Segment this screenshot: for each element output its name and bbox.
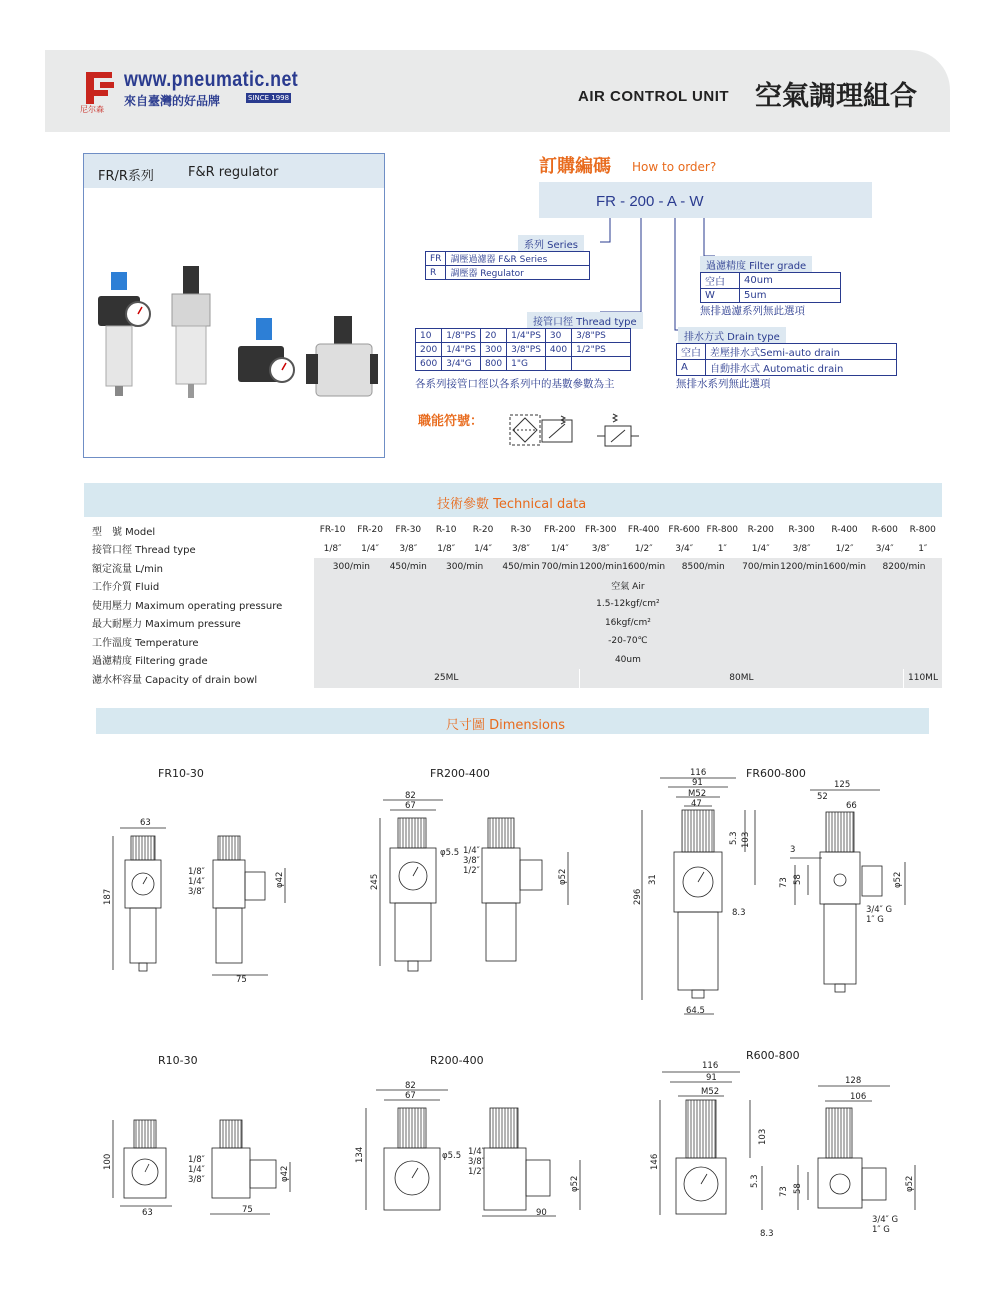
thread-cell: 1/4"PS bbox=[442, 343, 481, 357]
tech-cell: 3/8″ bbox=[399, 543, 418, 554]
dim-text: 66 bbox=[846, 801, 857, 811]
order-code: FR - 200 - A - W bbox=[596, 193, 704, 210]
dim-text: 128 bbox=[845, 1076, 862, 1086]
dim-text: 1/2″ bbox=[468, 1167, 485, 1177]
dim-text: 5.3 bbox=[729, 831, 739, 845]
tech-cell: 1600/min bbox=[823, 558, 866, 577]
dim-label-fr600: FR600-800 bbox=[746, 767, 806, 780]
tech-cell: 1/2″ bbox=[835, 543, 854, 554]
dim-text: 116 bbox=[702, 1061, 719, 1071]
tech-cell: R-300 bbox=[788, 525, 815, 536]
dim-text: φ52 bbox=[905, 1175, 915, 1192]
fr600-dims bbox=[633, 768, 903, 1016]
tech-cell: 40um bbox=[314, 651, 942, 670]
product-series-zh: FR/R系列 bbox=[98, 169, 154, 184]
dim-text: 1/2″ bbox=[463, 866, 480, 876]
dim-text: 3/4″ G bbox=[866, 905, 893, 915]
dim-label-r10: R10-30 bbox=[158, 1054, 198, 1067]
tech-cell: R-20 bbox=[472, 525, 494, 536]
dim-text: 100 bbox=[103, 1153, 113, 1170]
dim-text: 125 bbox=[834, 780, 851, 790]
dim-text: 1/4″ bbox=[188, 1165, 205, 1175]
tech-cell: FR-400 bbox=[627, 525, 660, 536]
tech-cell: 450/min bbox=[502, 558, 541, 577]
dim-text: φ5.5 bbox=[442, 1151, 462, 1161]
filter-code: 空白 bbox=[701, 273, 740, 289]
dim-text: 75 bbox=[236, 975, 247, 985]
thread-cell: 400 bbox=[545, 343, 571, 357]
dim-text: φ52 bbox=[570, 1175, 580, 1192]
dim-text: 67 bbox=[405, 801, 416, 811]
tech-cell: 3/4″ bbox=[675, 543, 694, 554]
tech-cell: FR-800 bbox=[706, 525, 739, 536]
tech-cell: 700/min bbox=[540, 558, 579, 577]
tech-cell: 110ML bbox=[903, 669, 942, 688]
dim-text: 3/8″ bbox=[463, 856, 480, 866]
tech-cell: 8200/min bbox=[866, 558, 942, 577]
tech-cell: 3/8″ bbox=[591, 543, 610, 554]
product-series-en: F&R regulator bbox=[188, 165, 279, 180]
tech-cell: FR-30 bbox=[395, 525, 422, 536]
dim-text: 82 bbox=[405, 1081, 416, 1091]
thread-cell: 1/4"PS bbox=[507, 329, 546, 343]
dim-text: 91 bbox=[706, 1073, 717, 1083]
dim-text: 103 bbox=[758, 1128, 768, 1145]
dimensions-title: 尺寸圖 Dimensions bbox=[446, 718, 566, 733]
tech-cell: 1/4″ bbox=[474, 543, 492, 554]
fr600-drawing bbox=[642, 778, 905, 1014]
drain-code: A bbox=[677, 360, 706, 376]
tech-cell: 1/8″ bbox=[323, 543, 342, 554]
dim-text: 134 bbox=[355, 1146, 365, 1163]
dim-text: φ42 bbox=[275, 871, 285, 888]
dim-label-r200: R200-400 bbox=[430, 1054, 484, 1067]
r10-dims bbox=[103, 1154, 290, 1218]
site-url: www.pneumatic.net bbox=[124, 68, 299, 91]
tech-row-label: 額定流量 L/min bbox=[92, 563, 163, 575]
tech-cell: 16kgf/cm² bbox=[314, 614, 942, 633]
dim-text: 91 bbox=[692, 778, 703, 788]
dim-text: M52 bbox=[701, 1087, 720, 1097]
drain-note: 無排水系列無此選項 bbox=[676, 378, 771, 390]
header-title-zh: 空氣調理組合 bbox=[755, 81, 917, 112]
tech-cell: 1/4″ bbox=[550, 543, 569, 554]
tech-cell: 1/4″ bbox=[751, 543, 770, 554]
thread-cell: 10 bbox=[416, 329, 442, 343]
tech-cell: R-200 bbox=[747, 525, 774, 536]
thread-cell: 200 bbox=[416, 343, 442, 357]
dim-text: φ42 bbox=[280, 1165, 290, 1182]
tech-cell: R-30 bbox=[510, 525, 532, 536]
drain-label: 排水方式 Drain type bbox=[678, 327, 786, 344]
fr200-drawing bbox=[380, 800, 568, 971]
tech-cell: R-800 bbox=[909, 525, 936, 536]
logo-caption: 尼尔森 bbox=[80, 105, 104, 114]
dim-text: 1/8″ bbox=[188, 867, 205, 877]
tech-cell: 3/4″ bbox=[875, 543, 894, 554]
series-code: FR bbox=[426, 252, 446, 266]
tech-cell: 1.5-12kgf/cm² bbox=[314, 595, 942, 614]
dim-text: 3 bbox=[790, 845, 796, 855]
tech-row-label: 型 號 Model bbox=[92, 526, 156, 538]
dim-text: 3/8″ bbox=[188, 887, 205, 897]
tech-cell: 25ML bbox=[314, 669, 579, 688]
dim-text: 3/8″ bbox=[468, 1157, 485, 1167]
dim-text: 187 bbox=[103, 888, 113, 905]
thread-cell: 1/8"PS bbox=[442, 329, 481, 343]
thread-cell: 20 bbox=[480, 329, 506, 343]
dim-text: 5.3 bbox=[750, 1174, 760, 1188]
tech-row-label: 最大耐壓力 Maximum pressure bbox=[92, 619, 241, 631]
dim-text: 8.3 bbox=[760, 1229, 774, 1239]
r200-dims bbox=[355, 1081, 580, 1218]
dim-text: 58 bbox=[793, 874, 803, 885]
thread-label: 接管口徑 Thread type bbox=[527, 312, 643, 329]
dim-text: 67 bbox=[405, 1091, 416, 1101]
dim-text: 1/4″ bbox=[463, 846, 480, 856]
dim-label-fr200: FR200-400 bbox=[430, 767, 490, 780]
dim-text: 90 bbox=[536, 1208, 547, 1218]
tech-cell: FR-600 bbox=[668, 525, 700, 536]
tech-cell: 450/min bbox=[389, 558, 428, 577]
dim-text: 52 bbox=[817, 792, 828, 802]
series-desc: 調壓器 Regulator bbox=[446, 266, 590, 280]
symbol-label: 職能符號： bbox=[418, 414, 484, 429]
tech-cell: FR-200 bbox=[544, 525, 576, 536]
tech-cell: 300/min bbox=[314, 558, 389, 577]
dim-label-fr10: FR10-30 bbox=[158, 767, 204, 780]
dim-text: 3/8″ bbox=[188, 1175, 205, 1185]
thread-cell: 3/8"PS bbox=[507, 343, 546, 357]
tech-cell: 1200/min bbox=[579, 558, 622, 577]
dim-label-r600: R600-800 bbox=[746, 1049, 800, 1062]
tech-cell: 3/8″ bbox=[792, 543, 811, 554]
tech-cell: 8500/min bbox=[665, 558, 741, 577]
dim-text: 296 bbox=[633, 888, 643, 905]
dim-text: 63 bbox=[140, 818, 151, 828]
tech-cell: 1″ bbox=[918, 543, 928, 554]
tech-cell: 80ML bbox=[579, 669, 903, 688]
dim-text: 1″ G bbox=[866, 915, 884, 925]
dim-text: 3/4″ G bbox=[872, 1215, 899, 1225]
thread-cell: 3/8"PS bbox=[572, 329, 631, 343]
tech-cell: 3/8″ bbox=[512, 543, 530, 554]
tech-row-label: 接管口徑 Thread type bbox=[92, 545, 196, 557]
filter-note: 無排過濾系列無此選項 bbox=[700, 305, 805, 317]
tech-row-label: 工作溫度 Temperature bbox=[92, 637, 199, 649]
filter-desc: 40um bbox=[740, 273, 841, 289]
dim-text: 116 bbox=[690, 768, 707, 778]
tech-cell: FR-300 bbox=[584, 525, 617, 536]
dim-text: 1/4″ bbox=[468, 1147, 485, 1157]
dim-text: 106 bbox=[850, 1092, 867, 1102]
dim-text: φ5.5 bbox=[440, 848, 460, 858]
series-desc: 調壓過濾器 F&R Series bbox=[446, 252, 590, 266]
brand-tagline: 來自臺灣的好品牌 bbox=[124, 94, 221, 108]
tech-cell: 1/2″ bbox=[634, 543, 653, 554]
drain-code: 空白 bbox=[677, 344, 706, 360]
series-code: R bbox=[426, 266, 446, 280]
dim-text: 8.3 bbox=[732, 908, 746, 918]
tech-cell: 空氣 Air bbox=[314, 577, 942, 596]
dim-text: 82 bbox=[405, 791, 416, 801]
tech-cell: R-10 bbox=[435, 525, 457, 536]
thread-note: 各系列接管口徑以各系列中的基數參數為主 bbox=[415, 378, 615, 390]
tech-cell: R-400 bbox=[831, 525, 858, 536]
thread-cell: 1/2"PS bbox=[572, 343, 631, 357]
since-badge: SINCE 1998 bbox=[248, 94, 290, 102]
order-title-en: How to order? bbox=[632, 160, 717, 174]
tech-row-label: 使用壓力 Maximum operating pressure bbox=[92, 600, 283, 612]
dim-text: 64.5 bbox=[686, 1006, 705, 1016]
series-label: 系列 Series bbox=[518, 235, 584, 252]
tech-cell: 1600/min bbox=[622, 558, 665, 577]
dim-text: φ52 bbox=[558, 868, 568, 885]
dim-text: 31 bbox=[648, 874, 658, 885]
thread-cell: 600 bbox=[416, 357, 442, 371]
dim-text: φ52 bbox=[893, 871, 903, 888]
tech-cell: 300/min bbox=[428, 558, 502, 577]
dim-text: 245 bbox=[370, 873, 380, 890]
thread-cell: 3/4"G bbox=[442, 357, 481, 371]
tech-cell: 1/8″ bbox=[437, 543, 456, 554]
dim-text: 1″ G bbox=[872, 1225, 890, 1235]
dim-text: 58 bbox=[793, 1183, 803, 1194]
thread-cell: 800 bbox=[480, 357, 506, 371]
dim-text: 73 bbox=[779, 877, 789, 888]
thread-cell: 1"G bbox=[507, 357, 546, 371]
order-title-zh: 訂購編碼 bbox=[539, 156, 611, 177]
dim-text: 103 bbox=[741, 831, 751, 848]
filter-desc: 5um bbox=[740, 289, 841, 303]
drain-desc: 自動排水式 Automatic drain bbox=[706, 360, 897, 376]
dim-text: 1/8″ bbox=[188, 1155, 205, 1165]
header-title-en: AIR CONTROL UNIT bbox=[578, 88, 730, 105]
tech-row-label: 濾水杯容量 Capacity of drain bowl bbox=[92, 674, 258, 686]
thread-cell: 30 bbox=[545, 329, 571, 343]
drain-desc: 差壓排水式Semi-auto drain bbox=[706, 344, 897, 360]
dim-text: 1/4″ bbox=[188, 877, 205, 887]
tech-cell: R-600 bbox=[871, 525, 898, 536]
dim-text: 47 bbox=[691, 799, 702, 809]
dim-text: 63 bbox=[142, 1208, 153, 1218]
tech-cell: 1″ bbox=[717, 543, 727, 554]
tech-cell: 1/4″ bbox=[361, 543, 380, 554]
thread-cell: 300 bbox=[480, 343, 506, 357]
filter-label: 過濾精度 Filter grade bbox=[700, 256, 812, 273]
dim-text: 75 bbox=[242, 1205, 253, 1215]
dim-text: 146 bbox=[650, 1153, 660, 1170]
fr10-drawing bbox=[113, 828, 285, 975]
tech-row-label: 過濾精度 Filtering grade bbox=[92, 656, 208, 668]
dim-text: M52 bbox=[688, 789, 707, 799]
tech-cell: 700/min bbox=[741, 558, 780, 577]
tech-row-label: 工作介質 Fluid bbox=[92, 582, 160, 594]
tech-cell: 1200/min bbox=[780, 558, 823, 577]
tech-cell: FR-20 bbox=[357, 525, 383, 536]
tech-cell: FR-10 bbox=[319, 525, 346, 536]
tech-title: 技術參數 Technical data bbox=[437, 497, 587, 512]
dim-text: 73 bbox=[779, 1186, 789, 1197]
filter-code: W bbox=[701, 289, 740, 303]
tech-cell: -20-70℃ bbox=[314, 632, 942, 651]
